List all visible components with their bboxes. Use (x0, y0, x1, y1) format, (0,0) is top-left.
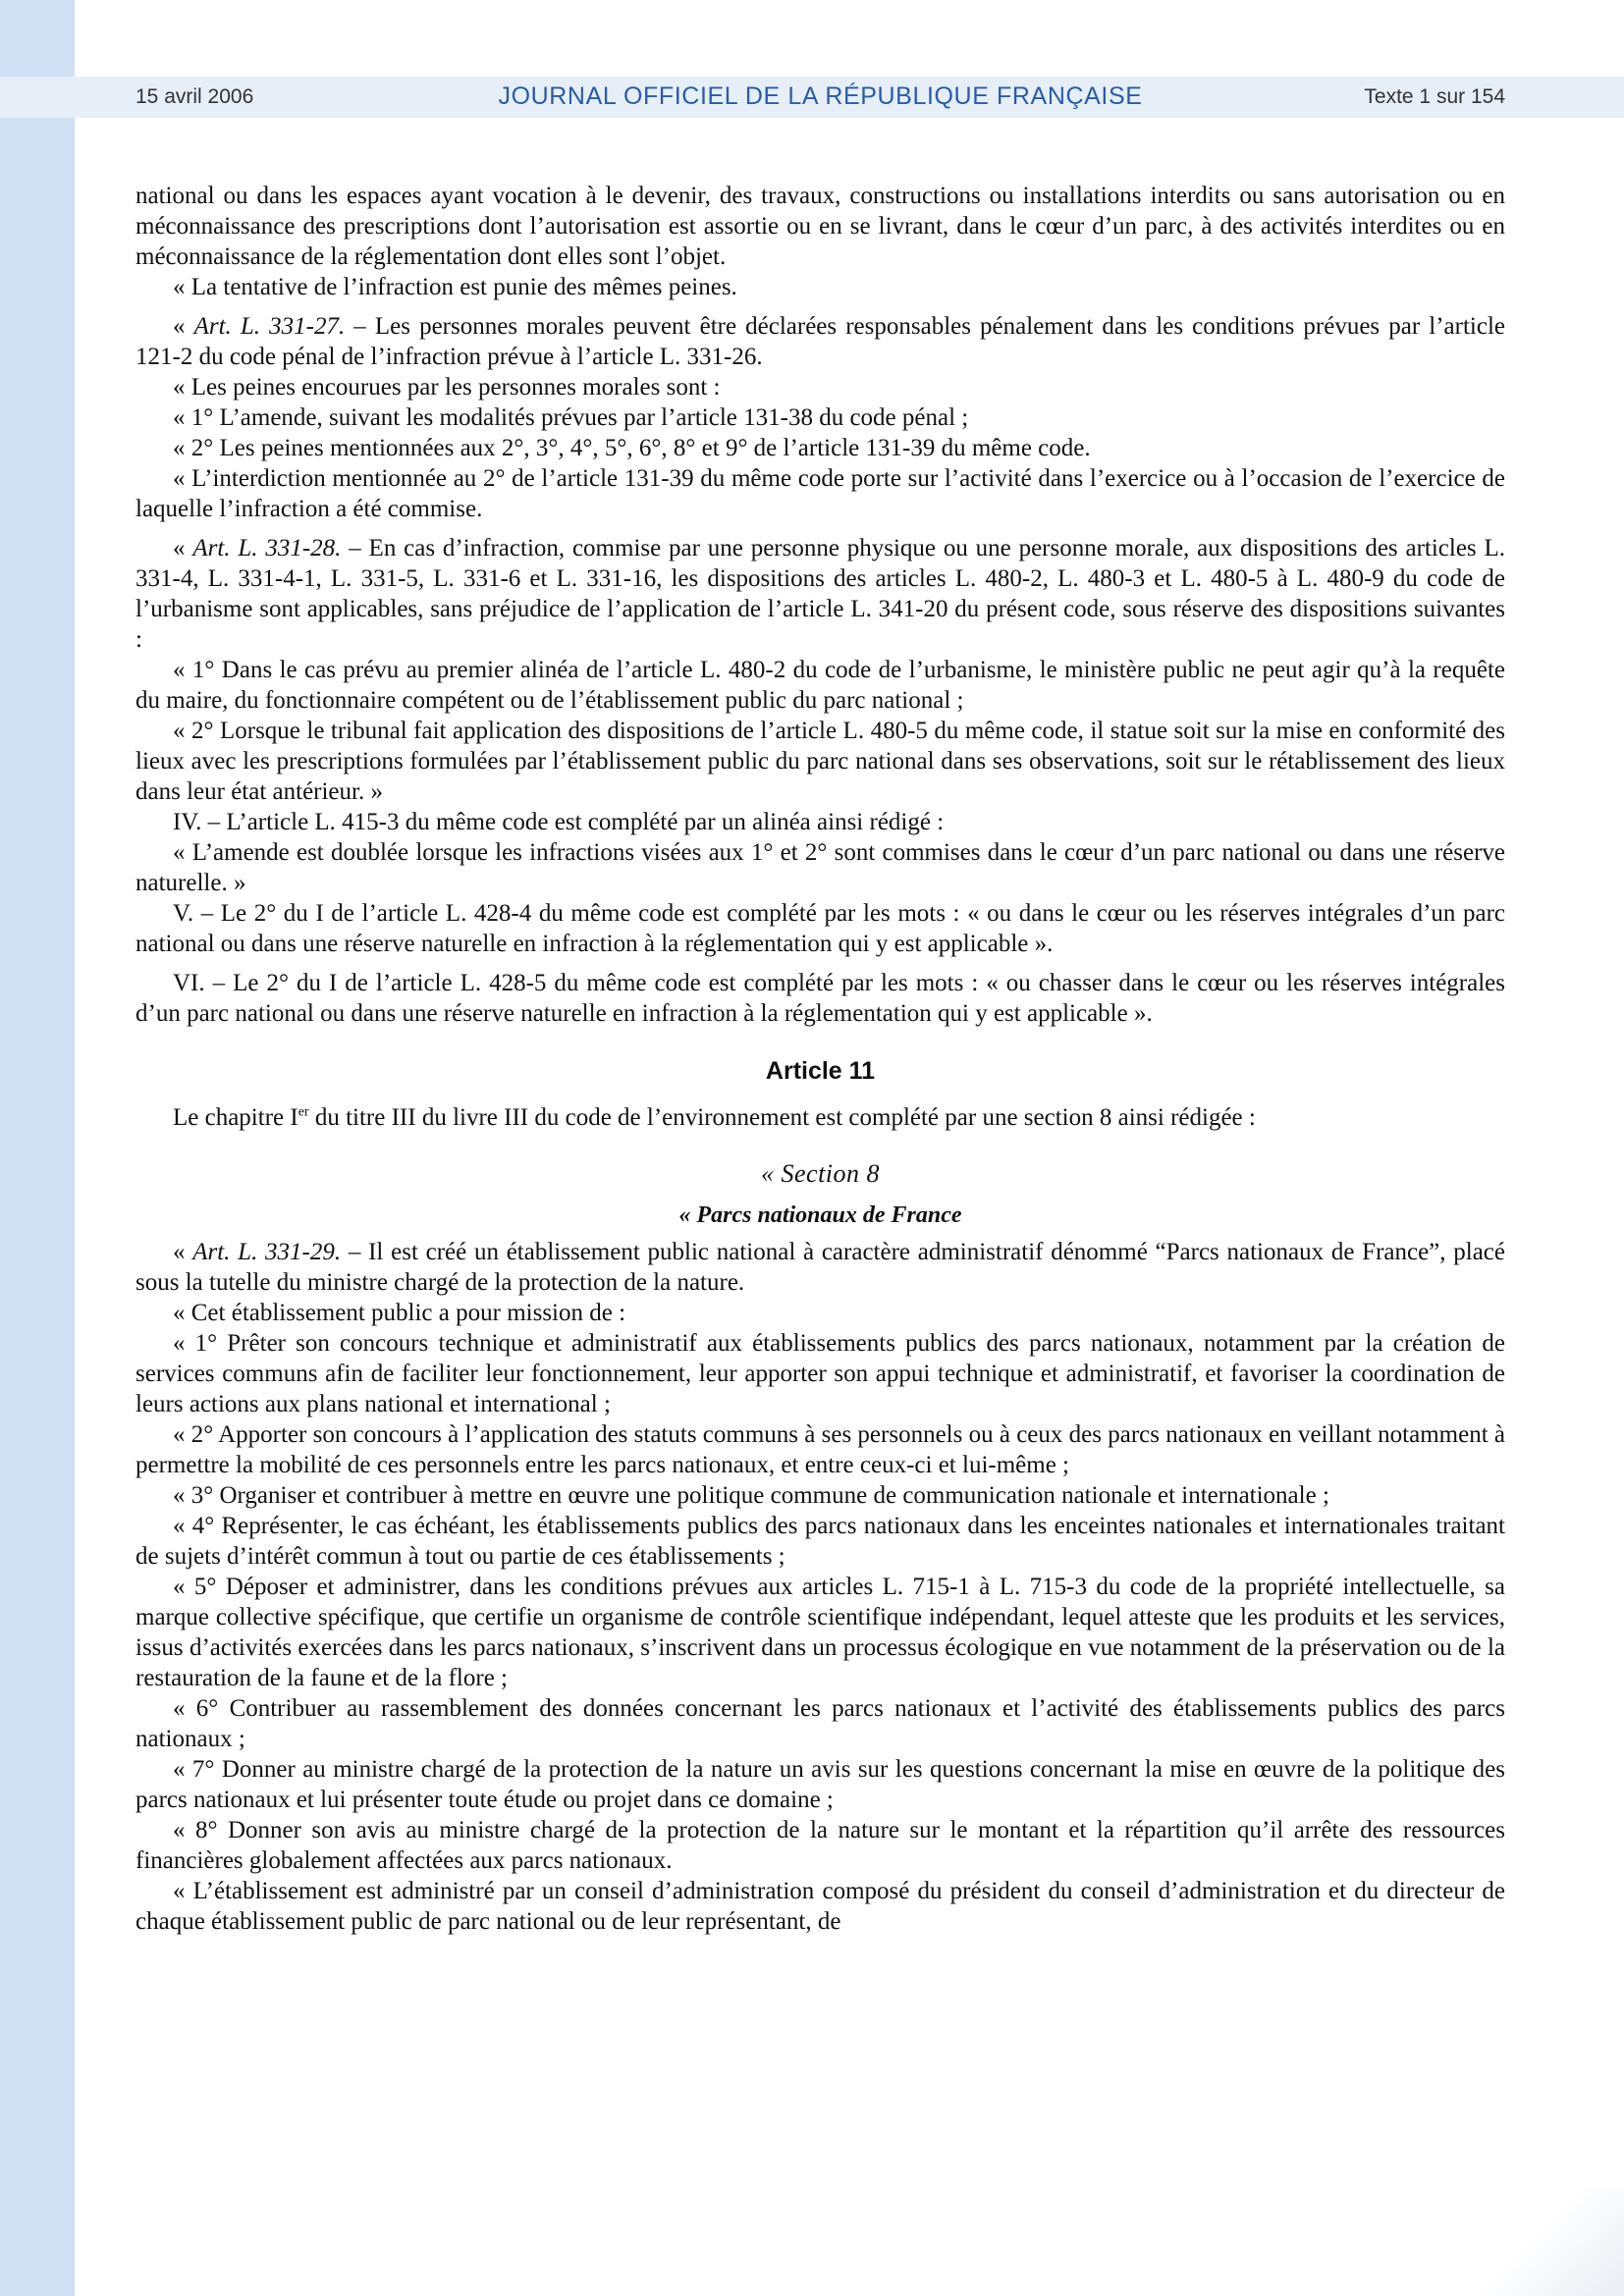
header-date: 15 avril 2006 (135, 85, 254, 108)
left-margin-band (0, 0, 75, 2296)
list-item: « 2° Les peines mentionnées aux 2°, 3°, 4°, 5°, 6°, 8° et 9° de l’article 131-39 du même code. (173, 435, 1091, 461)
list-item: « 8° Donner son avis au ministre chargé de la protection de la nature sur le montant et la répartition qu’il arrête des ressources financières globalement affectées aux parcs nationaux. (135, 1817, 1505, 1874)
paragraph: « Cet établissement public a pour mission de : (173, 1300, 626, 1326)
paragraph: VI. – Le 2° du I de l’article L. 428-5 du même code est complété par les mots : « ou chasser dans le cœur ou les réserves intégrales d’un parc national ou dans une réserve naturelle en infraction à la réglementation qui y est applicable ». (135, 970, 1505, 1027)
article-paragraph: « Art. L. 331-27. – Les personnes morales peuvent être déclarées responsables pénalement dans les conditions prévues par l’article 121-2 du code pénal de l’infraction prévue à l’article L. 331-26. (135, 313, 1505, 370)
list-item: « 6° Contribuer au rassemblement des données concernant les parcs nationaux et l’activité des établissements publics des parcs nationaux ; (135, 1695, 1505, 1752)
list-item: « 1° L’amende, suivant les modalités prévues par l’article 131-38 du code pénal ; (173, 404, 969, 431)
list-item: « 2° Apporter son concours à l’application des statuts communs à ses personnels ou à ceux des parcs nationaux en veillant notamment à permettre la mobilité de ces personnels entre les parcs nationaux, et entre ceux-ci et lui-même ; (135, 1421, 1505, 1478)
paragraph: « L’interdiction mentionnée au 2° de l’article 131-39 du même code porte sur l’activité dans l’exercice ou à l’occasion de l’exercice de laquelle l’infraction a été commise. (135, 465, 1505, 522)
paragraph: « La tentative de l’infraction est punie des mêmes peines. (173, 274, 737, 300)
paragraph: « L’établissement est administré par un conseil d’administration composé du président du conseil d’administration et du directeur de chaque établissement public de parc national ou de leur représentant, de (135, 1878, 1505, 1935)
list-item: « 5° Déposer et administrer, dans les conditions prévues aux articles L. 715-1 à L. 715-3 du code de la propriété intellectuelle, sa marque collective spécifique, que certifie un organisme de contrôle scientifique indépendant, lequel atteste que les produits et les services, issus d’activités exercées dans les parcs nationaux, s’inscrivent dans un processus écologique en vue notamment de la préservation ou de la restauration de la faune et de la flore ; (135, 1574, 1505, 1691)
paragraph: national ou dans les espaces ayant vocation à le devenir, des travaux, constructions ou installations interdits ou sans autorisation ou en méconnaissance des prescriptions dont l’autorisation est assortie ou en se livrant, dans le cœur d’un parc, à des activités interdites ou en méconnaissance de la réglementation dont elles sont l’objet. (135, 183, 1505, 270)
paragraph: « L’amende est doublée lorsque les infractions visées aux 1° et 2° sont commises dans le cœur d’un parc national ou dans une réserve naturelle. » (135, 839, 1505, 896)
paragraph: IV. – L’article L. 415-3 du même code est complété par un alinéa ainsi rédigé : (173, 809, 945, 835)
document-body (135, 181, 1505, 1937)
article-heading: Article 11 (765, 1057, 876, 1085)
list-item: « 1° Prêter son concours technique et administratif aux établissements publics des parcs nationaux, notamment par la création de services communs afin de faciliter leur fonctionnement, leur apporter son appui technique et administratif, et favoriser la coordination de leurs actions aux plans national et international ; (135, 1330, 1505, 1417)
article-paragraph: « Art. L. 331-28. – En cas d’infraction, commise par une personne physique ou une personne morale, aux dispositions des articles L. 331-4, L. 331-4-1, L. 331-5, L. 331-6 et L. 331-16, les dispositions des articles L. 480-2, L. 480-3 et L. 480-5 à L. 480-9 du code de l’urbanisme sont applicables, sans préjudice de l’application de l’article L. 341-20 du présent code, sous réserve des dispositions suivantes : (135, 535, 1506, 653)
paragraph: « Les peines encourues par les personnes morales sont : (173, 374, 721, 400)
section-subtitle: « Parcs nationaux de France (678, 1202, 962, 1228)
list-item: « 1° Dans le cas prévu au premier alinéa de l’article L. 480-2 du code de l’urbanisme, le ministère public ne peut agir qu’à la requête du maire, du fonctionnaire compétent ou de l’établissement public du parc national ; (135, 657, 1505, 714)
list-item: « 3° Organiser et contribuer à mettre en œuvre une politique commune de communication nationale et internationale ; (173, 1482, 1329, 1509)
paragraph: Le chapitre Ier du titre III du livre III du code de l’environnement est complété par une section 8 ainsi rédigée : (173, 1104, 1256, 1131)
section-title: « Section 8 (760, 1159, 881, 1188)
article-reference: Art. L. 331-27. (193, 313, 346, 340)
article-reference: Art. L. 331-28. (192, 535, 342, 561)
article-reference: Art. L. 331-29. (192, 1239, 342, 1265)
list-item: « 4° Représenter, le cas échéant, les établissements publics des parcs nationaux dans les enceintes nationales et internationales traitant de sujets d’intérêt commun à tout ou partie de ces établissements ; (135, 1513, 1505, 1570)
paragraph: V. – Le 2° du I de l’article L. 428-4 du même code est complété par les mots : « ou dans le cœur ou les réserves intégrales d’un parc national ou dans une réserve naturelle en infraction à la réglementation qui y est applicable ». (135, 900, 1505, 957)
article-paragraph: « Art. L. 331-29. – Il est créé un établissement public national à caractère administratif dénommé “Parcs nationaux de France”, placé sous la tutelle du ministre chargé de la protection de la nature. (135, 1239, 1505, 1296)
journal-title: JOURNAL OFFICIEL DE LA RÉPUBLIQUE FRANÇAISE (498, 82, 1143, 110)
header-page-number: Texte 1 sur 154 (1364, 85, 1505, 108)
page-corner-shadow (1477, 2188, 1624, 2296)
page-header (135, 82, 1505, 114)
list-item: « 2° Lorsque le tribunal fait application des dispositions de l’article L. 480-5 du même code, il statue soit sur la mise en conformité des lieux avec les prescriptions formulées par l’établissement public du parc national dans ses observations, soit sur le rétablissement des lieux dans leur état antérieur. » (135, 718, 1505, 805)
list-item: « 7° Donner au ministre chargé de la protection de la nature un avis sur les questions concernant la mise en œuvre de la politique des parcs nationaux et lui présenter toute étude ou projet dans ce domaine ; (135, 1756, 1505, 1813)
